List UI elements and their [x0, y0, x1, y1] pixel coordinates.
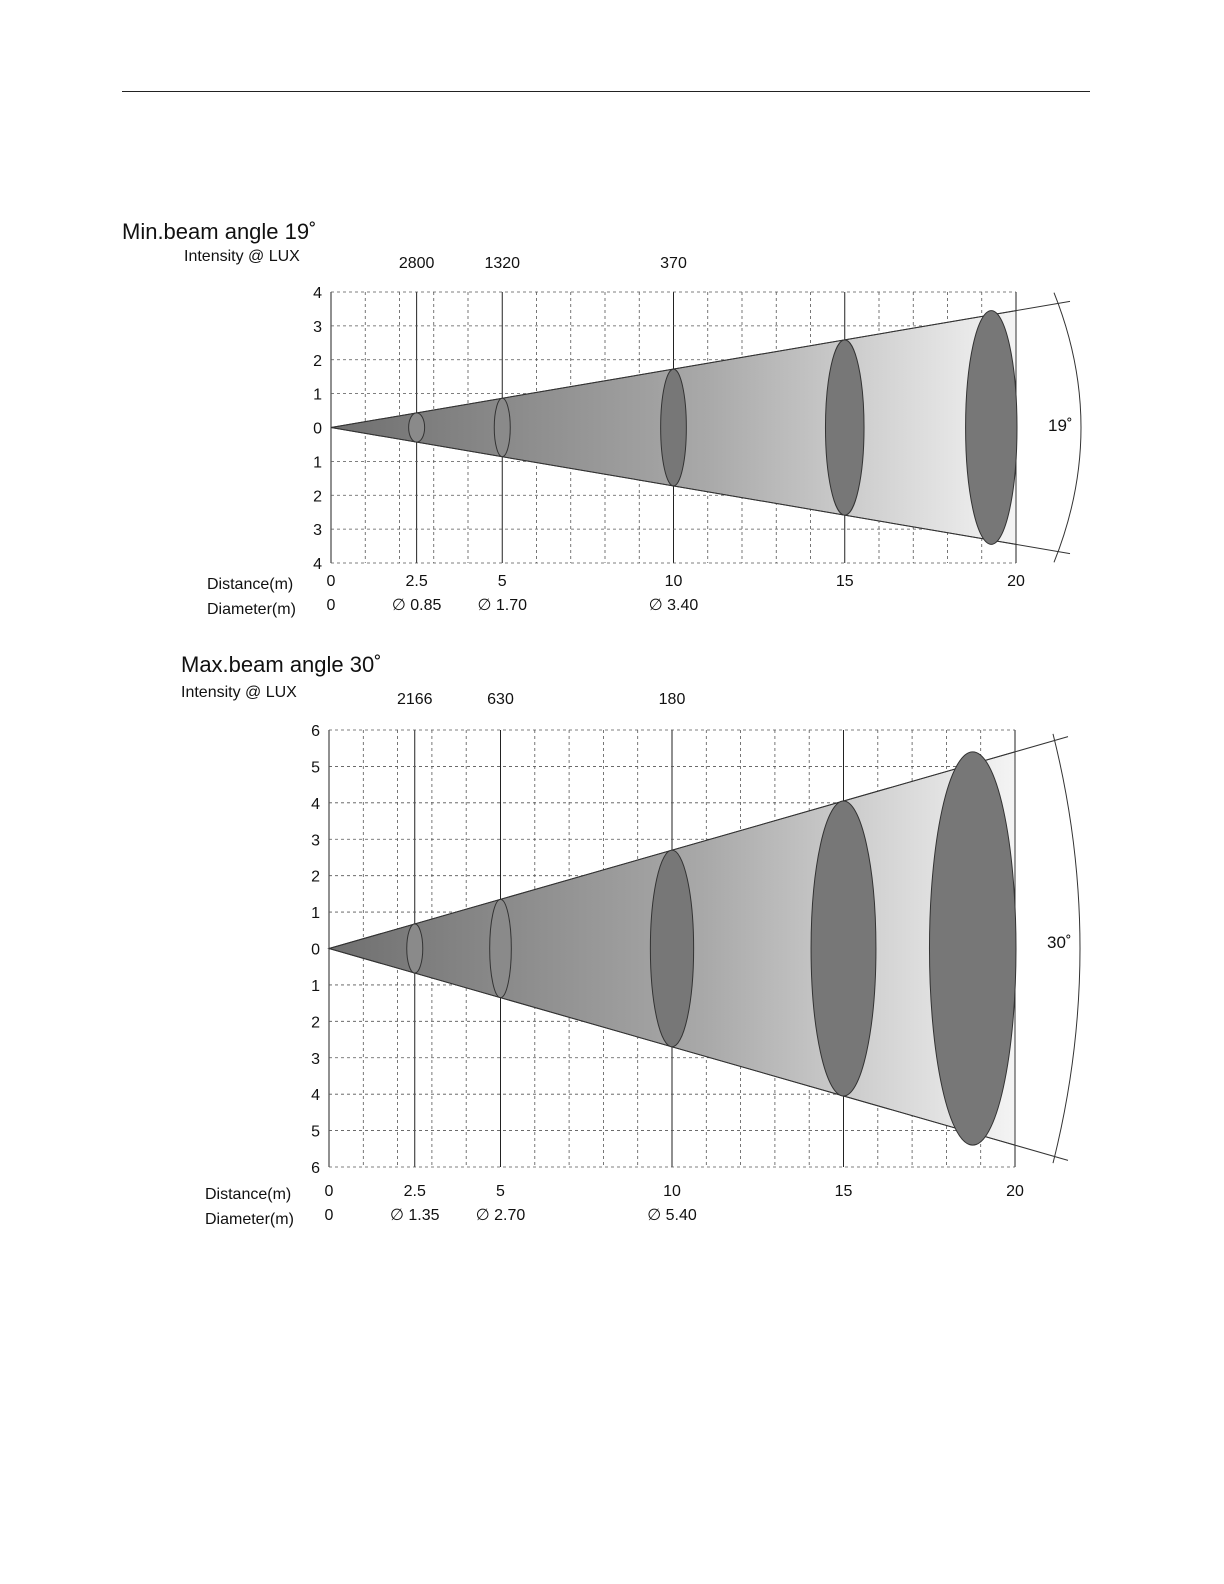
diameter-value: ∅ 1.35	[389, 1207, 440, 1224]
chart-title-min: Min.beam angle 19˚	[122, 219, 317, 244]
x-tick-label: 0	[324, 1183, 334, 1200]
diameter-value: 0	[324, 1207, 334, 1224]
intensity-value: 2800	[398, 255, 435, 272]
x-tick-label: 10	[663, 1183, 681, 1200]
intensity-value: 180	[658, 691, 686, 708]
y-tick-label: 4	[313, 285, 322, 302]
diameter-value: ∅ 3.40	[648, 597, 699, 614]
y-tick-label: 3	[311, 832, 320, 850]
y-tick-label: 2	[311, 868, 320, 886]
y-tick-label: 2	[313, 488, 322, 506]
intensity-value: 2166	[396, 691, 433, 708]
x-tick-label: 15	[835, 573, 854, 590]
intensity-value: 630	[487, 691, 514, 708]
y-tick-label: 1	[313, 386, 322, 404]
intensity-value: 1320	[484, 255, 521, 272]
y-tick-label: 2	[313, 352, 322, 370]
y-tick-label: 1	[313, 454, 322, 472]
x-tick-label: 20	[1006, 1183, 1024, 1200]
distance-label-min: Distance(m)	[207, 576, 294, 593]
beam-ellipse	[407, 924, 423, 973]
y-tick-label: 1	[311, 905, 320, 923]
top-rule	[122, 91, 1090, 92]
diameter-value: ∅ 5.40	[647, 1207, 697, 1224]
diameter-value: ∅ 2.70	[475, 1207, 526, 1224]
x-tick-label: 0	[326, 573, 336, 590]
y-tick-label: 3	[313, 522, 322, 540]
x-tick-label: 5	[497, 573, 507, 590]
y-tick-label: 1	[311, 977, 320, 995]
y-tick-label: 2	[311, 1014, 320, 1032]
distance-label-max: Distance(m)	[205, 1186, 292, 1203]
diameter-value: ∅ 1.70	[477, 597, 528, 614]
angle-label: 30˚	[1047, 933, 1072, 952]
x-tick-label: 20	[1007, 573, 1025, 590]
beam-ellipse	[811, 801, 876, 1096]
y-tick-label: 4	[311, 1087, 320, 1105]
intensity-value: 370	[660, 255, 687, 272]
y-tick-label: 6	[311, 1160, 320, 1177]
x-tick-label: 15	[834, 1183, 853, 1200]
beam-chart-max	[0, 690, 1224, 1270]
angle-label: 19˚	[1048, 416, 1073, 435]
beam-ellipse	[650, 850, 693, 1047]
x-tick-label: 2.5	[403, 1183, 426, 1200]
beam-ellipse	[494, 398, 510, 456]
beam-ellipse	[825, 340, 864, 515]
intensity-label-max: Intensity @ LUX	[181, 684, 297, 701]
y-tick-label: 5	[311, 1123, 320, 1141]
intensity-label-min: Intensity @ LUX	[184, 248, 300, 265]
beam-chart-min	[0, 250, 1224, 630]
beam-ellipse	[409, 413, 425, 442]
y-tick-label: 3	[311, 1050, 320, 1068]
beam-ellipse	[661, 369, 687, 486]
diameter-value: ∅ 0.85	[391, 597, 442, 614]
diameter-value: 0	[326, 597, 336, 614]
y-tick-label: 0	[311, 941, 320, 959]
y-tick-label: 5	[311, 759, 320, 777]
x-tick-label: 5	[496, 1183, 505, 1200]
x-tick-label: 10	[664, 573, 683, 590]
diameter-label-max: Diameter(m)	[205, 1211, 294, 1228]
beam-ellipse	[966, 311, 1017, 545]
chart-title-max: Max.beam angle 30˚	[181, 652, 382, 677]
y-tick-label: 0	[313, 420, 322, 438]
y-tick-label: 4	[311, 795, 320, 813]
y-tick-label: 3	[313, 318, 322, 336]
beam-ellipse	[490, 899, 512, 997]
y-tick-label: 6	[311, 723, 320, 740]
x-tick-label: 2.5	[405, 573, 428, 590]
y-tick-label: 4	[313, 556, 322, 573]
diameter-label-min: Diameter(m)	[207, 601, 296, 618]
beam-ellipse	[929, 752, 1016, 1145]
